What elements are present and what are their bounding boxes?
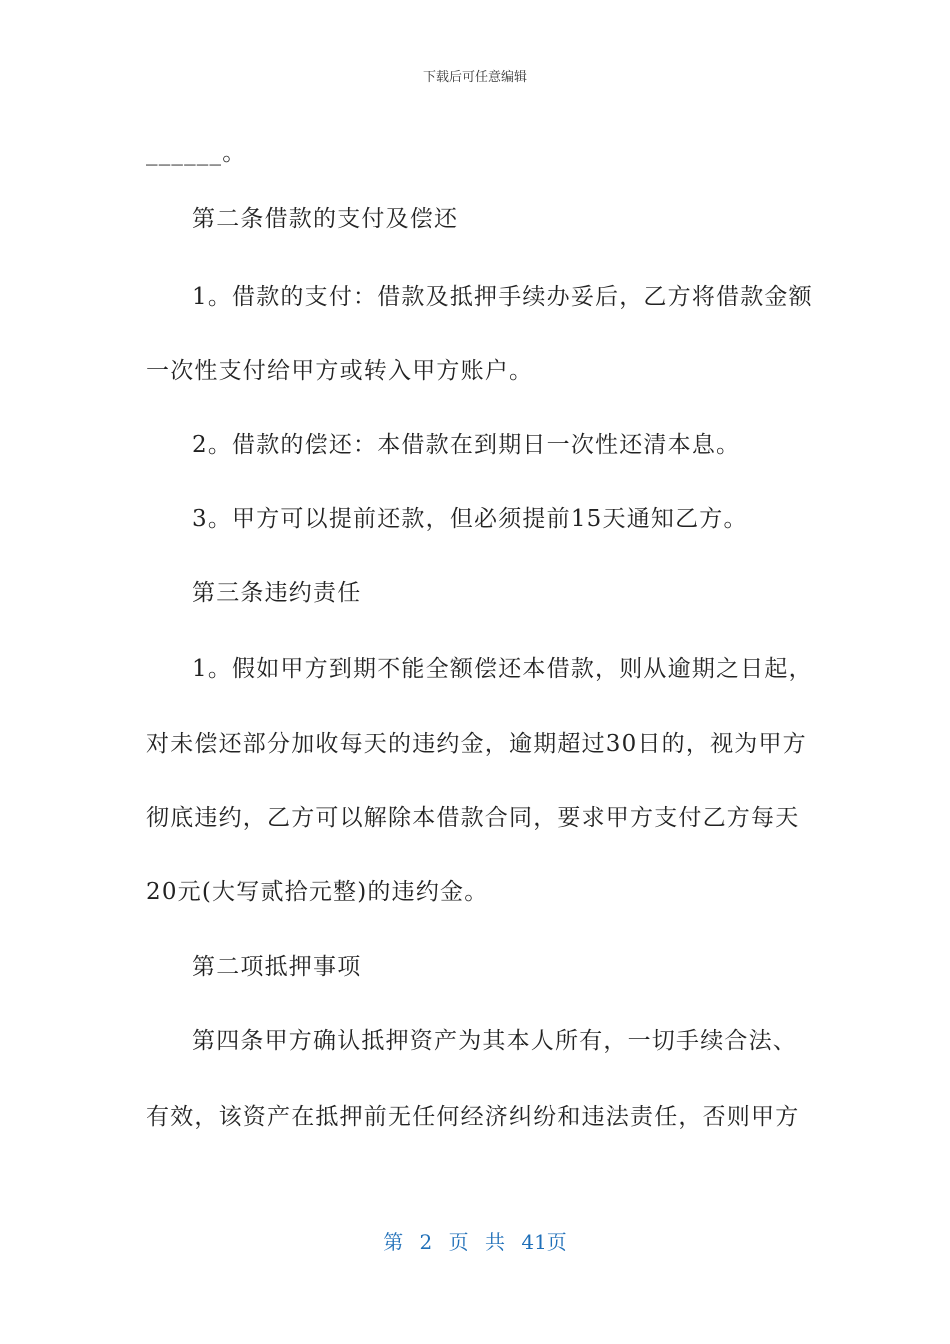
page-number-footer: 第 2 页 共 41页 xyxy=(383,1230,567,1254)
paragraph-line: 3。甲方可以提前还款，但必须提前15天通知乙方。 xyxy=(192,506,748,532)
paragraph-line: 一次性支付给甲方或转入甲方账户。 xyxy=(146,358,534,384)
section-heading: 第二条借款的支付及偿还 xyxy=(192,206,459,232)
section-heading: 第二项抵押事项 xyxy=(192,954,362,980)
paragraph-line: 有效，该资产在抵押前无任何经济纠纷和违法责任，否则甲方 xyxy=(146,1104,800,1130)
paragraph-line: 对未偿还部分加收每天的违约金，逾期超过30日的，视为甲方 xyxy=(146,731,807,757)
paragraph-line: 1。假如甲方到期不能全额偿还本借款，则从逾期之日起， xyxy=(192,656,813,682)
section-heading: 第三条违约责任 xyxy=(192,580,362,606)
header-note: 下载后可任意编辑 xyxy=(422,70,527,85)
text-line: ______。 xyxy=(146,140,247,166)
paragraph-line: 20元(大写贰拾元整)的违约金。 xyxy=(146,879,489,905)
paragraph-line: 1。借款的支付：借款及抵押手续办妥后，乙方将借款金额 xyxy=(192,284,813,310)
paragraph-line: 2。借款的偿还：本借款在到期日一次性还清本息。 xyxy=(192,432,741,458)
paragraph-line: 第四条甲方确认抵押资产为其本人所有，一切手续合法、 xyxy=(192,1028,797,1054)
paragraph-line: 彻底违约，乙方可以解除本借款合同，要求甲方支付乙方每天 xyxy=(146,805,800,831)
